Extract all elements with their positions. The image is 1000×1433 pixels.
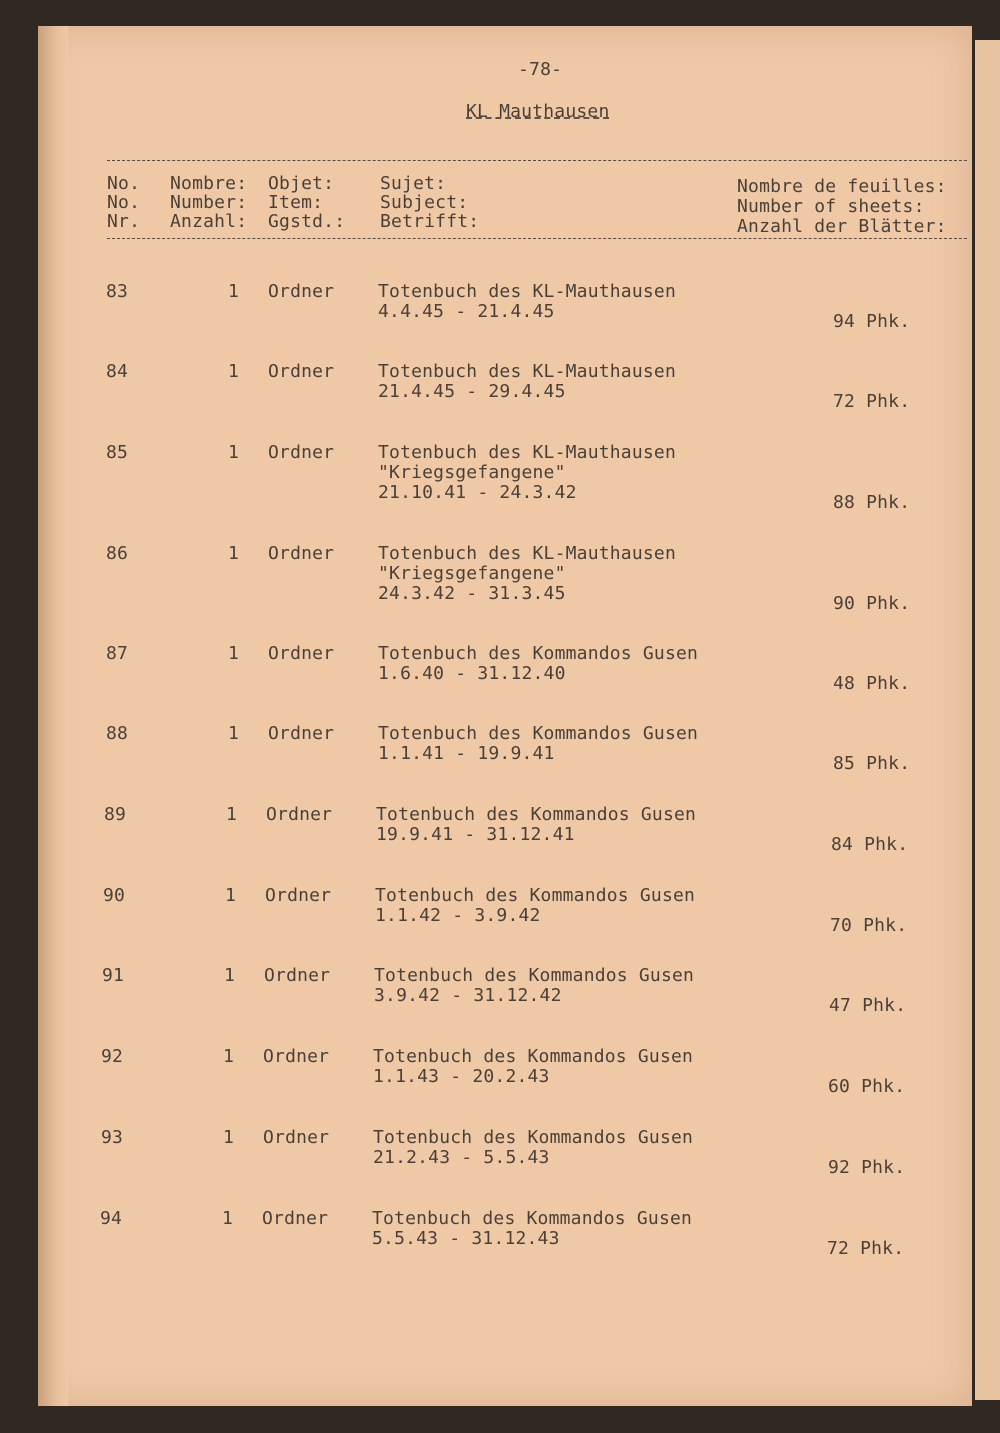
row-item: Ordner xyxy=(268,723,335,744)
header-col-count-2: Number: xyxy=(170,192,248,213)
row-subject-line: 1.1.42 - 3.9.42 xyxy=(375,905,541,926)
row-sheets: 85 Phk. xyxy=(833,753,911,774)
row-item: Ordner xyxy=(268,543,335,564)
row-subject-line: 21.10.41 - 24.3.42 xyxy=(378,482,577,503)
row-sheets: 60 Phk. xyxy=(828,1076,906,1097)
row-count: 1 xyxy=(225,885,237,906)
row-count: 1 xyxy=(222,1208,234,1229)
row-number: 90 xyxy=(103,885,126,906)
row-subject-line: "Kriegsgefangene" xyxy=(378,462,566,483)
row-subject-line: 1.6.40 - 31.12.40 xyxy=(378,663,566,684)
row-subject-line: Totenbuch des Kommandos Gusen xyxy=(372,1208,693,1229)
row-count: 1 xyxy=(228,543,240,564)
row-item: Ordner xyxy=(264,965,331,986)
row-number: 92 xyxy=(101,1046,124,1067)
row-subject-line: Totenbuch des Kommandos Gusen xyxy=(373,1046,694,1067)
row-sheets: 90 Phk. xyxy=(833,593,911,614)
row-subject-line: 1.1.41 - 19.9.41 xyxy=(378,743,555,764)
row-subject-line: 1.1.43 - 20.2.43 xyxy=(373,1066,550,1087)
row-subject-line: "Kriegsgefangene" xyxy=(378,563,566,584)
row-item: Ordner xyxy=(265,885,332,906)
row-item: Ordner xyxy=(263,1046,330,1067)
row-count: 1 xyxy=(228,723,240,744)
row-subject-line: Totenbuch des Kommandos Gusen xyxy=(374,965,695,986)
header-col-item-2: Item: xyxy=(268,192,324,213)
row-subject-line: Totenbuch des Kommandos Gusen xyxy=(378,643,699,664)
row-subject-line: 3.9.42 - 31.12.42 xyxy=(374,985,562,1006)
row-subject-line: Totenbuch des KL-Mauthausen xyxy=(378,361,676,382)
header-col-item-3: Ggstd.: xyxy=(268,211,346,232)
row-number: 91 xyxy=(102,965,125,986)
header-col-count-1: Nombre: xyxy=(170,173,248,194)
row-sheets: 94 Phk. xyxy=(833,311,911,332)
header-col-count-3: Anzahl: xyxy=(170,211,248,232)
row-subject-line: 5.5.43 - 31.12.43 xyxy=(372,1228,560,1249)
row-count: 1 xyxy=(228,643,240,664)
page-binding-edge xyxy=(38,26,68,1406)
header-bottom-rule xyxy=(107,238,967,239)
row-number: 86 xyxy=(106,543,129,564)
row-sheets: 84 Phk. xyxy=(831,834,909,855)
row-count: 1 xyxy=(223,1046,235,1067)
row-subject-line: Totenbuch des Kommandos Gusen xyxy=(375,885,696,906)
row-sheets: 72 Phk. xyxy=(827,1238,905,1259)
row-item: Ordner xyxy=(268,361,335,382)
row-number: 84 xyxy=(106,361,129,382)
row-item: Ordner xyxy=(268,281,335,302)
header-col-sheets-2: Number of sheets: xyxy=(737,196,925,217)
row-number: 83 xyxy=(106,281,129,302)
row-item: Ordner xyxy=(263,1127,330,1148)
adjacent-page-edge xyxy=(975,40,1000,1400)
row-count: 1 xyxy=(224,965,236,986)
header-col-sheets-3: Anzahl der Blätter: xyxy=(737,216,947,237)
header-col-no-1: No. xyxy=(107,173,141,194)
header-col-subject-2: Subject: xyxy=(380,192,469,213)
row-subject-line: Totenbuch des Kommandos Gusen xyxy=(373,1127,694,1148)
page-title: KL Mauthausen xyxy=(466,101,610,122)
row-count: 1 xyxy=(228,442,240,463)
row-item: Ordner xyxy=(268,442,335,463)
row-count: 1 xyxy=(228,281,240,302)
row-subject-line: Totenbuch des KL-Mauthausen xyxy=(378,543,676,564)
row-subject-line: Totenbuch des KL-Mauthausen xyxy=(378,281,676,302)
row-subject-line: Totenbuch des Kommandos Gusen xyxy=(378,723,699,744)
header-col-no-3: Nr. xyxy=(107,211,141,232)
row-sheets: 70 Phk. xyxy=(830,915,908,936)
page-number: -78- xyxy=(518,59,563,80)
row-count: 1 xyxy=(228,361,240,382)
row-subject-line: 21.2.43 - 5.5.43 xyxy=(373,1147,550,1168)
row-item: Ordner xyxy=(262,1208,329,1229)
header-col-subject-1: Sujet: xyxy=(380,173,447,194)
header-col-no-2: No. xyxy=(107,192,141,213)
row-sheets: 72 Phk. xyxy=(833,391,911,412)
row-subject-line: 19.9.41 - 31.12.41 xyxy=(376,824,575,845)
row-sheets: 88 Phk. xyxy=(833,492,911,513)
row-number: 93 xyxy=(101,1127,124,1148)
row-sheets: 92 Phk. xyxy=(828,1157,906,1178)
row-sheets: 47 Phk. xyxy=(829,995,907,1016)
header-col-item-1: Objet: xyxy=(268,173,335,194)
row-number: 94 xyxy=(100,1208,123,1229)
row-count: 1 xyxy=(223,1127,235,1148)
row-subject-line: Totenbuch des KL-Mauthausen xyxy=(378,442,676,463)
row-subject-line: Totenbuch des Kommandos Gusen xyxy=(376,804,697,825)
row-item: Ordner xyxy=(266,804,333,825)
row-sheets: 48 Phk. xyxy=(833,673,911,694)
row-subject-line: 24.3.42 - 31.3.45 xyxy=(378,583,566,604)
row-number: 87 xyxy=(106,643,129,664)
row-subject-line: 4.4.45 - 21.4.45 xyxy=(378,301,555,322)
row-number: 85 xyxy=(106,442,129,463)
row-number: 89 xyxy=(104,804,127,825)
header-top-rule xyxy=(107,160,967,161)
row-subject-line: 21.4.45 - 29.4.45 xyxy=(378,381,566,402)
row-number: 88 xyxy=(106,723,129,744)
header-col-sheets-1: Nombre de feuilles: xyxy=(737,176,947,197)
row-item: Ordner xyxy=(268,643,335,664)
header-col-subject-3: Betrifft: xyxy=(380,211,480,232)
row-count: 1 xyxy=(226,804,238,825)
